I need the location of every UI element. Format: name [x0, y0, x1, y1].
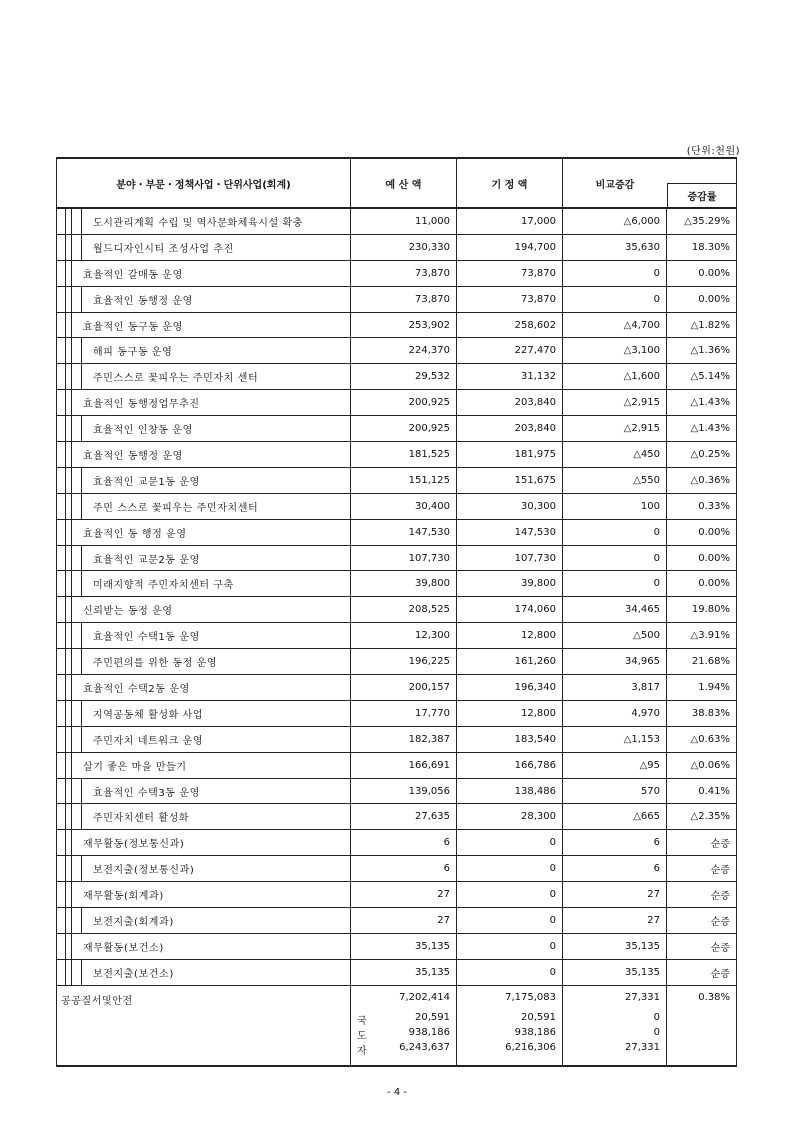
row-diff: 35,630	[563, 235, 667, 260]
row-previous: 73,870	[457, 261, 563, 286]
row-previous: 147,530	[457, 520, 563, 545]
row-budget: 6	[351, 856, 457, 881]
row-budget: 182,387	[351, 727, 457, 752]
row-previous: 0	[457, 882, 563, 907]
row-budget: 200,157	[351, 675, 457, 700]
row-rate: 21.68%	[691, 656, 730, 668]
row-name: 신뢰받는 동정 운영	[83, 606, 173, 618]
row-budget: 224,370	[351, 338, 457, 363]
table-row	[57, 390, 736, 416]
row-diff: 6	[563, 856, 667, 881]
row-name: 효율적인 동행정 운영	[93, 295, 193, 307]
table-row	[57, 287, 736, 313]
row-rate: △0.06%	[690, 759, 730, 771]
row-rate: 0.00%	[698, 552, 730, 564]
row-previous: 0	[457, 908, 563, 933]
table-row	[57, 908, 736, 934]
row-rate: △1.36%	[690, 345, 730, 357]
row-name: 주민자치센터 활성화	[93, 813, 190, 825]
table-row	[57, 338, 736, 364]
row-name: 주민자치 네트워크 운영	[93, 735, 204, 747]
row-previous: 181,975	[457, 442, 563, 467]
row-name: 지역공동체 활성화 사업	[93, 709, 204, 721]
row-diff: △6,000	[563, 209, 667, 234]
table-row	[57, 882, 736, 908]
table-row	[57, 804, 736, 830]
row-name-cell	[57, 830, 351, 855]
row-name-cell	[57, 209, 351, 234]
row-name-cell	[57, 727, 351, 752]
row-previous: 194,700	[457, 235, 563, 260]
row-name-cell	[57, 546, 351, 571]
row-budget: 6	[351, 830, 457, 855]
row-diff: 34,465	[563, 597, 667, 622]
table-row	[57, 571, 736, 597]
row-budget: 73,870	[351, 261, 457, 286]
table-row	[57, 209, 736, 235]
sub-budget: 20,591	[415, 1011, 450, 1023]
total-budget: 7,202,414	[399, 991, 450, 1003]
table-row	[57, 546, 736, 572]
table-row	[57, 856, 736, 882]
row-rate: 순증	[710, 916, 730, 928]
row-previous: 227,470	[457, 338, 563, 363]
row-name: 효율적인 교문1동 운영	[93, 476, 200, 488]
total-previous: 7,175,083	[505, 991, 556, 1003]
row-name-cell	[57, 856, 351, 881]
row-name: 효율적인 동 행정 운영	[83, 528, 187, 540]
row-name: 보전지출(정보통신과)	[93, 865, 195, 877]
row-budget: 27,635	[351, 804, 457, 829]
row-name: 보전지출(보건소)	[93, 968, 174, 980]
table-row	[57, 649, 736, 675]
table-row	[57, 623, 736, 649]
row-name: 재무활동(보건소)	[83, 942, 164, 954]
row-name-cell	[57, 390, 351, 415]
row-name-cell	[57, 571, 351, 596]
row-rate: 0.00%	[698, 267, 730, 279]
row-previous: 73,870	[457, 287, 563, 312]
row-previous: 203,840	[457, 416, 563, 441]
table-row	[57, 235, 736, 261]
table-row	[57, 675, 736, 701]
row-previous: 39,800	[457, 571, 563, 596]
table-row	[57, 830, 736, 856]
row-diff: △2,915	[563, 416, 667, 441]
header-budget: 예 산 액	[351, 159, 457, 207]
table-header	[57, 159, 736, 209]
row-budget: 147,530	[351, 520, 457, 545]
row-budget: 39,800	[351, 571, 457, 596]
total-row	[57, 986, 736, 1065]
row-name: 도시관리계획 수립 및 역사문화체육시설 확충	[93, 217, 304, 229]
row-rate: 0.00%	[698, 293, 730, 305]
row-budget: 196,225	[351, 649, 457, 674]
row-rate: △3.91%	[690, 630, 730, 642]
budget-table	[56, 157, 737, 1067]
row-name: 효율적인 동행정업무추진	[83, 399, 200, 411]
row-name-cell	[57, 313, 351, 338]
table-body	[57, 209, 736, 986]
table-row	[57, 313, 736, 339]
row-budget: 35,135	[351, 934, 457, 959]
sub-diff: 27,331	[625, 1041, 660, 1053]
row-name: 효율적인 인창동 운영	[93, 425, 193, 437]
row-previous: 174,060	[457, 597, 563, 622]
row-name: 효율적인 동구동 운영	[83, 321, 183, 333]
row-previous: 166,786	[457, 753, 563, 778]
row-name: 효율적인 수택3동 운영	[93, 787, 200, 799]
header-category: 분야・부문・정책사업・단위사업(회계)	[57, 159, 351, 207]
row-rate: △1.43%	[690, 397, 730, 409]
sub-previous: 20,591	[521, 1011, 556, 1023]
row-previous: 107,730	[457, 546, 563, 571]
row-rate: 38.83%	[691, 707, 730, 719]
row-name-cell	[57, 442, 351, 467]
row-rate: △0.63%	[690, 733, 730, 745]
row-previous: 138,486	[457, 779, 563, 804]
row-rate: △0.25%	[690, 448, 730, 460]
row-rate: 순증	[710, 942, 730, 954]
header-previous: 기 정 액	[457, 159, 563, 207]
row-name: 재무활동(정보통신과)	[83, 839, 185, 851]
row-name: 주민 스스로 꽃피우는 주민자치센터	[93, 502, 259, 514]
table-row	[57, 364, 736, 390]
row-rate: 0.41%	[698, 785, 730, 797]
row-diff: △3,100	[563, 338, 667, 363]
row-diff: △550	[563, 468, 667, 493]
table-row	[57, 261, 736, 287]
row-rate: 0.00%	[698, 526, 730, 538]
row-name-cell	[57, 779, 351, 804]
row-diff: △1,600	[563, 364, 667, 389]
sub-diff: 0	[653, 1011, 660, 1023]
row-rate: △1.82%	[690, 319, 730, 331]
unit-note: (단위:천원)	[686, 146, 740, 157]
sub-previous: 938,186	[514, 1026, 556, 1038]
row-rate: 순증	[710, 865, 730, 877]
row-budget: 107,730	[351, 546, 457, 571]
table-row	[57, 597, 736, 623]
table-row	[57, 520, 736, 546]
sub-diff: 0	[653, 1026, 660, 1038]
row-name: 효율적인 수택1동 운영	[93, 632, 200, 644]
row-name: 효율적인 수택2동 운영	[83, 683, 190, 695]
row-diff: △1,153	[563, 727, 667, 752]
row-diff: 6	[563, 830, 667, 855]
table-row	[57, 468, 736, 494]
row-name-cell	[57, 701, 351, 726]
row-budget: 30,400	[351, 494, 457, 519]
row-diff: △500	[563, 623, 667, 648]
row-name-cell	[57, 882, 351, 907]
page-number: - 4 -	[387, 1087, 407, 1098]
row-previous: 161,260	[457, 649, 563, 674]
row-name-cell	[57, 597, 351, 622]
row-name: 효율적인 동행정 운영	[83, 450, 183, 462]
row-budget: 12,300	[351, 623, 457, 648]
row-budget: 200,925	[351, 390, 457, 415]
row-name-cell	[57, 416, 351, 441]
header-compare-group	[563, 159, 736, 207]
row-previous: 151,675	[457, 468, 563, 493]
row-rate: 순증	[710, 891, 730, 903]
table-row	[57, 960, 736, 986]
row-rate: 1.94%	[698, 681, 730, 693]
total-name: 공공질서및안전	[57, 986, 351, 1065]
row-name: 해피 동구동 운영	[93, 347, 173, 359]
row-budget: 208,525	[351, 597, 457, 622]
row-previous: 12,800	[457, 623, 563, 648]
table-row	[57, 442, 736, 468]
row-diff: 27	[563, 908, 667, 933]
row-name: 미래지향적 주민자치센터 구축	[93, 580, 234, 592]
row-previous: 31,132	[457, 364, 563, 389]
header-compare: 비교증감	[595, 179, 635, 191]
row-previous: 0	[457, 830, 563, 855]
row-name-cell	[57, 235, 351, 260]
row-name-cell	[57, 934, 351, 959]
row-name: 재무활동(회계과)	[83, 891, 164, 903]
row-diff: 0	[563, 520, 667, 545]
total-budget-cell	[351, 986, 457, 1065]
row-name: 주민스스로 꽃피우는 주민자치 센터	[93, 373, 259, 385]
row-rate: △35.29%	[684, 215, 730, 227]
sub-label: 도	[357, 1030, 367, 1042]
row-name-cell	[57, 623, 351, 648]
total-diff: 27,331	[625, 991, 660, 1003]
row-name-cell	[57, 804, 351, 829]
table-row	[57, 416, 736, 442]
row-rate: △0.36%	[690, 474, 730, 486]
row-diff: △2,915	[563, 390, 667, 415]
row-name: 월드디자인시티 조성사업 추진	[93, 243, 234, 255]
row-diff: 35,135	[563, 960, 667, 985]
table-row	[57, 753, 736, 779]
row-diff: 3,817	[563, 675, 667, 700]
total-rate-cell	[667, 986, 736, 1065]
header-rate: 증감률	[667, 183, 736, 207]
row-name-cell	[57, 261, 351, 286]
row-rate: △2.35%	[690, 811, 730, 823]
row-budget: 181,525	[351, 442, 457, 467]
sub-label: 자	[357, 1045, 367, 1057]
row-rate: △5.14%	[690, 371, 730, 383]
row-previous: 0	[457, 934, 563, 959]
row-budget: 151,125	[351, 468, 457, 493]
row-rate: 0.00%	[698, 578, 730, 590]
row-budget: 139,056	[351, 779, 457, 804]
row-previous: 0	[457, 960, 563, 985]
row-diff: 0	[563, 546, 667, 571]
row-previous: 196,340	[457, 675, 563, 700]
row-previous: 258,602	[457, 313, 563, 338]
row-diff: △4,700	[563, 313, 667, 338]
row-rate: △1.43%	[690, 423, 730, 435]
row-name-cell	[57, 675, 351, 700]
row-previous: 30,300	[457, 494, 563, 519]
row-name-cell	[57, 908, 351, 933]
row-diff: △665	[563, 804, 667, 829]
sub-label: 국	[357, 1015, 367, 1027]
row-name: 주민편의를 위한 동정 운영	[93, 658, 218, 670]
row-budget: 73,870	[351, 287, 457, 312]
row-budget: 200,925	[351, 416, 457, 441]
sub-budget: 6,243,637	[399, 1041, 450, 1053]
row-diff: 0	[563, 287, 667, 312]
sub-previous: 6,216,306	[505, 1041, 556, 1053]
table-row	[57, 934, 736, 960]
row-name-cell	[57, 338, 351, 363]
row-rate: 19.80%	[691, 604, 730, 616]
row-previous: 0	[457, 856, 563, 881]
row-diff: △95	[563, 753, 667, 778]
total-diff-cell	[563, 986, 667, 1065]
table-row	[57, 779, 736, 805]
row-budget: 253,902	[351, 313, 457, 338]
row-rate: 순증	[710, 968, 730, 980]
row-diff: 100	[563, 494, 667, 519]
row-budget: 166,691	[351, 753, 457, 778]
row-previous: 203,840	[457, 390, 563, 415]
row-name-cell	[57, 649, 351, 674]
row-diff: 0	[563, 261, 667, 286]
table-row	[57, 701, 736, 727]
row-name-cell	[57, 494, 351, 519]
row-name: 보전지출(회계과)	[93, 916, 174, 928]
row-diff: 27	[563, 882, 667, 907]
table-row	[57, 494, 736, 520]
row-name-cell	[57, 287, 351, 312]
row-budget: 35,135	[351, 960, 457, 985]
row-name-cell	[57, 364, 351, 389]
row-diff: △450	[563, 442, 667, 467]
row-previous: 28,300	[457, 804, 563, 829]
row-diff: 570	[563, 779, 667, 804]
row-rate: 순증	[710, 839, 730, 851]
row-previous: 183,540	[457, 727, 563, 752]
row-budget: 230,330	[351, 235, 457, 260]
row-rate: 18.30%	[691, 241, 730, 253]
row-name-cell	[57, 520, 351, 545]
total-previous-cell	[457, 986, 563, 1065]
row-budget: 11,000	[351, 209, 457, 234]
total-rate: 0.38%	[698, 991, 730, 1003]
row-name-cell	[57, 960, 351, 985]
row-budget: 27	[351, 882, 457, 907]
row-name: 효율적인 갈매동 운영	[83, 269, 183, 281]
row-name-cell	[57, 753, 351, 778]
row-previous: 17,000	[457, 209, 563, 234]
row-name-cell	[57, 468, 351, 493]
row-name: 효율적인 교문2동 운영	[93, 554, 200, 566]
row-diff: 34,965	[563, 649, 667, 674]
row-budget: 17,770	[351, 701, 457, 726]
row-diff: 35,135	[563, 934, 667, 959]
row-previous: 12,800	[457, 701, 563, 726]
row-budget: 29,532	[351, 364, 457, 389]
row-diff: 4,970	[563, 701, 667, 726]
table-row	[57, 727, 736, 753]
row-rate: 0.33%	[698, 500, 730, 512]
row-name: 살기 좋은 마을 만들기	[83, 761, 187, 773]
row-budget: 27	[351, 908, 457, 933]
sub-budget: 938,186	[408, 1026, 450, 1038]
row-diff: 0	[563, 571, 667, 596]
